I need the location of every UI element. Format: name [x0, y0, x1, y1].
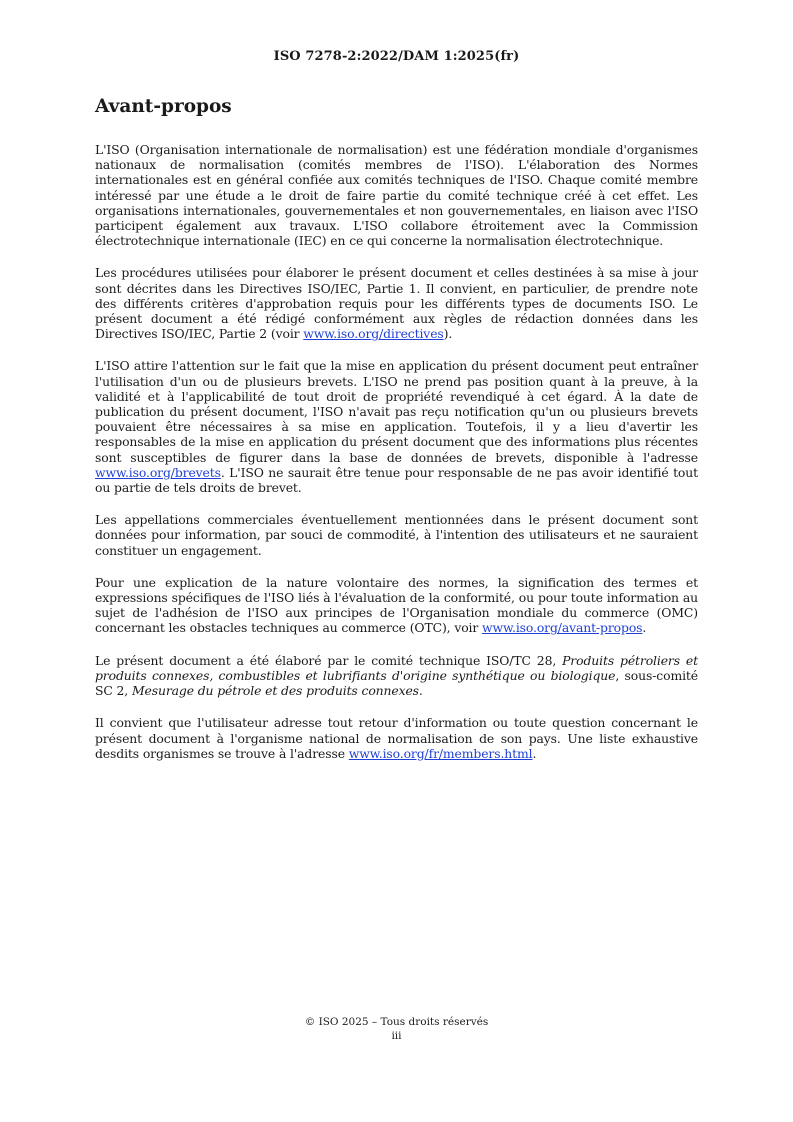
foreword-body — [95, 142, 698, 778]
paragraph-text: ). — [443, 326, 453, 342]
paragraph-text: Il convient que l'utilisateur adresse tout retour d'information ou toute question concernant le présent document à l'organisme national de normalisation de son pays. Une liste exhaustive desdits organismes se trouve à l'adresse — [95, 715, 698, 761]
committee-title: Produits pétroliers et produits connexes, combustibles et lubrifiants d'origine synthétique ou biologique — [95, 652, 698, 683]
paragraph-voluntary-nature — [95, 575, 698, 636]
paragraph-feedback — [95, 715, 698, 761]
page-footer — [0, 1015, 793, 1043]
paragraph-text: Pour une explication de la nature volontaire des normes, la signification des termes et expressions spécifiques de l'ISO liés à l'évaluation de la conformité, ou pour toute information au sujet de l'adhésion de l'ISO aux principes de l'Organisation mondiale du commerce (OMC) concernant les obstacles techniques au commerce (OTC), voir — [95, 574, 698, 636]
paragraph-text: . — [418, 683, 423, 699]
paragraph-text: , sous-comité SC 2, — [95, 667, 698, 699]
foreword-link[interactable]: www.iso.org/avant-propos — [482, 620, 643, 636]
subcommittee-title: Mesurage du pétrole et des produits connexes — [131, 683, 419, 699]
paragraph-text: Le présent document a été élaboré par le comité technique ISO/TC 28, — [95, 652, 563, 668]
paragraph-trade-names: Les appellations commerciales éventuellement mentionnées dans le présent document sont données pour information, par souci de commodité, à l'intention des utilisateurs et ne sauraient constituer un engagement. — [95, 512, 698, 558]
page-title: Avant-propos — [95, 96, 232, 117]
paragraph-procedures — [95, 265, 698, 341]
directives-link[interactable]: www.iso.org/directives — [303, 326, 444, 342]
paragraph-patents — [95, 358, 698, 495]
paragraph-text: Les procédures utilisées pour élaborer le présent document et celles destinées à sa mise à jour sont décrites dans les Directives ISO/IEC, Partie 1. Il convient, en particulier, de prendre note des différents critères d'approbation requis pour les différents types de documents ISO. Le présent document a été rédigé conformément aux règles de rédaction données dans les Directives ISO/IEC, Partie 2 (voir — [95, 265, 698, 342]
paragraph-text: L'ISO attire l'attention sur le fait que la mise en application du présent document peut entraîner l'utilisation d'un ou de plusieurs brevets. L'ISO ne prend pas position quant à la preuve, à la validité et à l'applicabilité de tout droit de propriété revendiqué à cet égard. À la date de publication du présent document, l'ISO n'avait pas reçu notification qu'un ou plusieurs brevets pouvaient être nécessaires à sa mise en application. Toutefois, il y a lieu d'avertir les responsables de la mise en application du présent document que des informations plus récentes sont susceptibles de figurer dans la base de données de brevets, disponible à l'adresse — [95, 358, 698, 465]
page-number: iii — [391, 1030, 402, 1042]
paragraph-text: . — [642, 620, 647, 636]
patents-link[interactable]: www.iso.org/brevets — [95, 464, 221, 480]
members-link[interactable]: www.iso.org/fr/members.html — [348, 745, 533, 761]
document-reference-header: ISO 7278-2:2022/DAM 1:2025(fr) — [273, 49, 520, 64]
copyright-notice: © ISO 2025 – Tous droits réservés — [304, 1016, 489, 1028]
paragraph-text: . L'ISO ne saurait être tenue pour responsable de ne pas avoir identifié tout ou partie de tels droits de brevet. — [95, 464, 698, 496]
paragraph-iso-intro: L'ISO (Organisation internationale de normalisation) est une fédération mondiale d'organismes nationaux de normalisation (comités membres de l'ISO). L'élaboration des Normes internationales est en général confiée aux comités techniques de l'ISO. Chaque comité membre intéressé par une étude a le droit de faire partie du comité technique créé à cet effet. Les organisations internationales, gouvernementales et non gouvernementales, en liaison avec l'ISO participent également aux travaux. L'ISO collabore étroitement avec la Commission électrotechnique internationale (IEC) en ce qui concerne la normalisation électrotechnique. — [95, 142, 698, 249]
paragraph-text: . — [532, 745, 537, 761]
paragraph-committee — [95, 653, 698, 699]
